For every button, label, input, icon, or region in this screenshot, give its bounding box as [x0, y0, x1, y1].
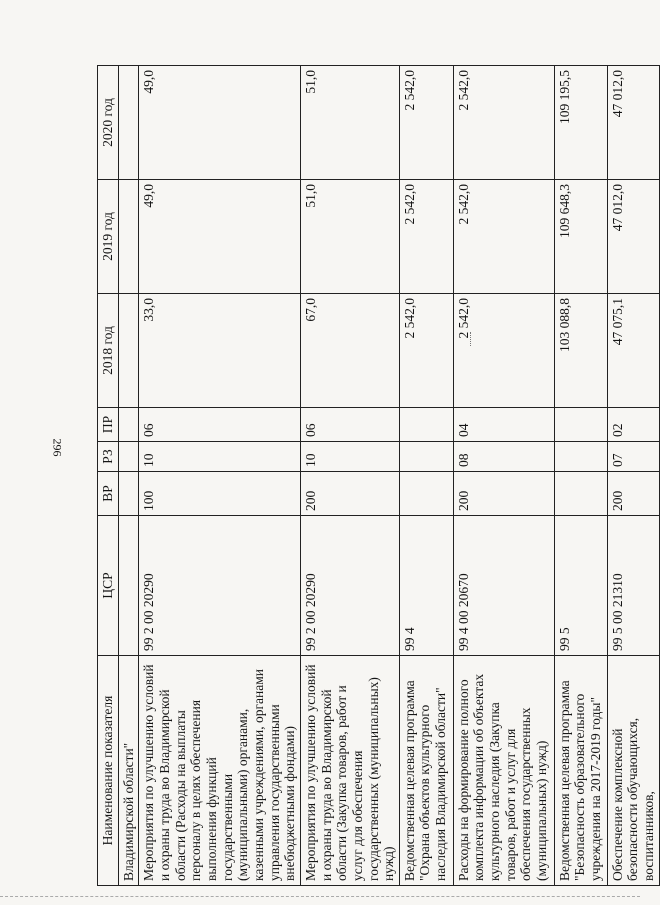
cell-pr: 06 — [300, 408, 399, 442]
cell-2020: 49,0 — [139, 66, 301, 180]
cell-2019: 49,0 — [139, 180, 301, 294]
table-row — [118, 66, 139, 886]
scan-artifact-line — [0, 896, 640, 898]
cell-csr: 99 4 00 20670 — [453, 516, 554, 656]
cell-2019 — [118, 180, 139, 294]
cell-vr — [399, 472, 453, 516]
cell-pr: 04 — [453, 408, 554, 442]
cell-2019: 2 542,0 — [453, 180, 554, 294]
cell-2018: 103 088,8 — [554, 294, 607, 408]
cell-vr — [118, 472, 139, 516]
cell-2018 — [118, 294, 139, 408]
page-number: 296 — [50, 438, 65, 457]
cell-2020: 2 542,0 — [453, 66, 554, 180]
cell-2018: 2 542,0 — [399, 294, 453, 408]
cell-2018: 47 075,1 — [607, 294, 659, 408]
table-row — [300, 66, 399, 886]
cell-vr: 200 — [300, 472, 399, 516]
cell-rz — [554, 442, 607, 472]
table-row — [399, 66, 453, 886]
cell-name: Мероприятия по улучшению условий и охраны труда во Владимирской области (Расходы на выплаты персоналу в целях обеспечения выполнения функций государственными (муниципальными) органами, казенными учреждениями, органами управления государственными внебюджетными фондами) — [139, 656, 301, 886]
budget-table — [97, 65, 660, 886]
cell-2020: 51,0 — [300, 66, 399, 180]
cell-rz: 07 — [607, 442, 659, 472]
cell-vr: 200 — [607, 472, 659, 516]
cell-rz: 08 — [453, 442, 554, 472]
cell-2018: 67,0 — [300, 294, 399, 408]
cell-vr: 200 — [453, 472, 554, 516]
table-row — [453, 66, 554, 886]
cell-pr: 06 — [139, 408, 301, 442]
cell-2019: 109 648,3 — [554, 180, 607, 294]
header-2019: 2019 год — [98, 180, 119, 294]
rotated-table-wrapper — [97, 66, 657, 886]
cell-rz — [118, 442, 139, 472]
header-rz: РЗ — [98, 442, 119, 472]
cell-rz — [399, 442, 453, 472]
cell-pr — [554, 408, 607, 442]
cell-vr: 100 — [139, 472, 301, 516]
cell-csr: 99 4 — [399, 516, 453, 656]
cell-2019: 47 012,0 — [607, 180, 659, 294]
cell-2019: 51,0 — [300, 180, 399, 294]
scan-artifact — [470, 332, 473, 346]
cell-name: Владимирской области" — [118, 656, 139, 886]
cell-csr — [118, 516, 139, 656]
cell-name: Мероприятия по улучшению условий и охраны труда во Владимирской области (Закупка товаров, работ и услуг для обеспечения государственных (муниципальных) нужд) — [300, 656, 399, 886]
cell-rz: 10 — [300, 442, 399, 472]
header-pr: ПР — [98, 408, 119, 442]
cell-2020: 109 195,5 — [554, 66, 607, 180]
cell-pr — [118, 408, 139, 442]
cell-2020 — [118, 66, 139, 180]
cell-2018: 2 542,0 — [453, 294, 554, 408]
cell-csr: 99 5 00 21310 — [607, 516, 659, 656]
cell-csr: 99 2 00 20290 — [300, 516, 399, 656]
cell-name: Расходы на формирование полного комплекта информации об объектах культурного наследия (Закупка товаров, работ и услуг для обеспечения государственных (муниципальных) нужд) — [453, 656, 554, 886]
header-2018: 2018 год — [98, 294, 119, 408]
cell-name: Ведомственная целевая программа "Охрана объектов культурного наследия Владимирской области" — [399, 656, 453, 886]
cell-2020: 2 542,0 — [399, 66, 453, 180]
header-name: Наименование показателя — [98, 656, 119, 886]
table-row — [139, 66, 301, 886]
cell-rz: 10 — [139, 442, 301, 472]
cell-2018: 33,0 — [139, 294, 301, 408]
header-vr: ВР — [98, 472, 119, 516]
table-row — [554, 66, 607, 886]
cell-2020: 47 012,0 — [607, 66, 659, 180]
cell-2019: 2 542,0 — [399, 180, 453, 294]
table-row — [607, 66, 659, 886]
cell-vr — [554, 472, 607, 516]
cell-name: Обеспечение комплексной безопасности обучающихся, воспитанников, — [607, 656, 659, 886]
cell-csr: 99 2 00 20290 — [139, 516, 301, 656]
header-2020: 2020 год — [98, 66, 119, 180]
header-csr: ЦСР — [98, 516, 119, 656]
cell-pr — [399, 408, 453, 442]
cell-name: Ведомственная целевая программа "Безопасность образовательного учреждения на 2017-2019 годы" — [554, 656, 607, 886]
cell-pr: 02 — [607, 408, 659, 442]
cell-csr: 99 5 — [554, 516, 607, 656]
header-row — [98, 66, 119, 886]
